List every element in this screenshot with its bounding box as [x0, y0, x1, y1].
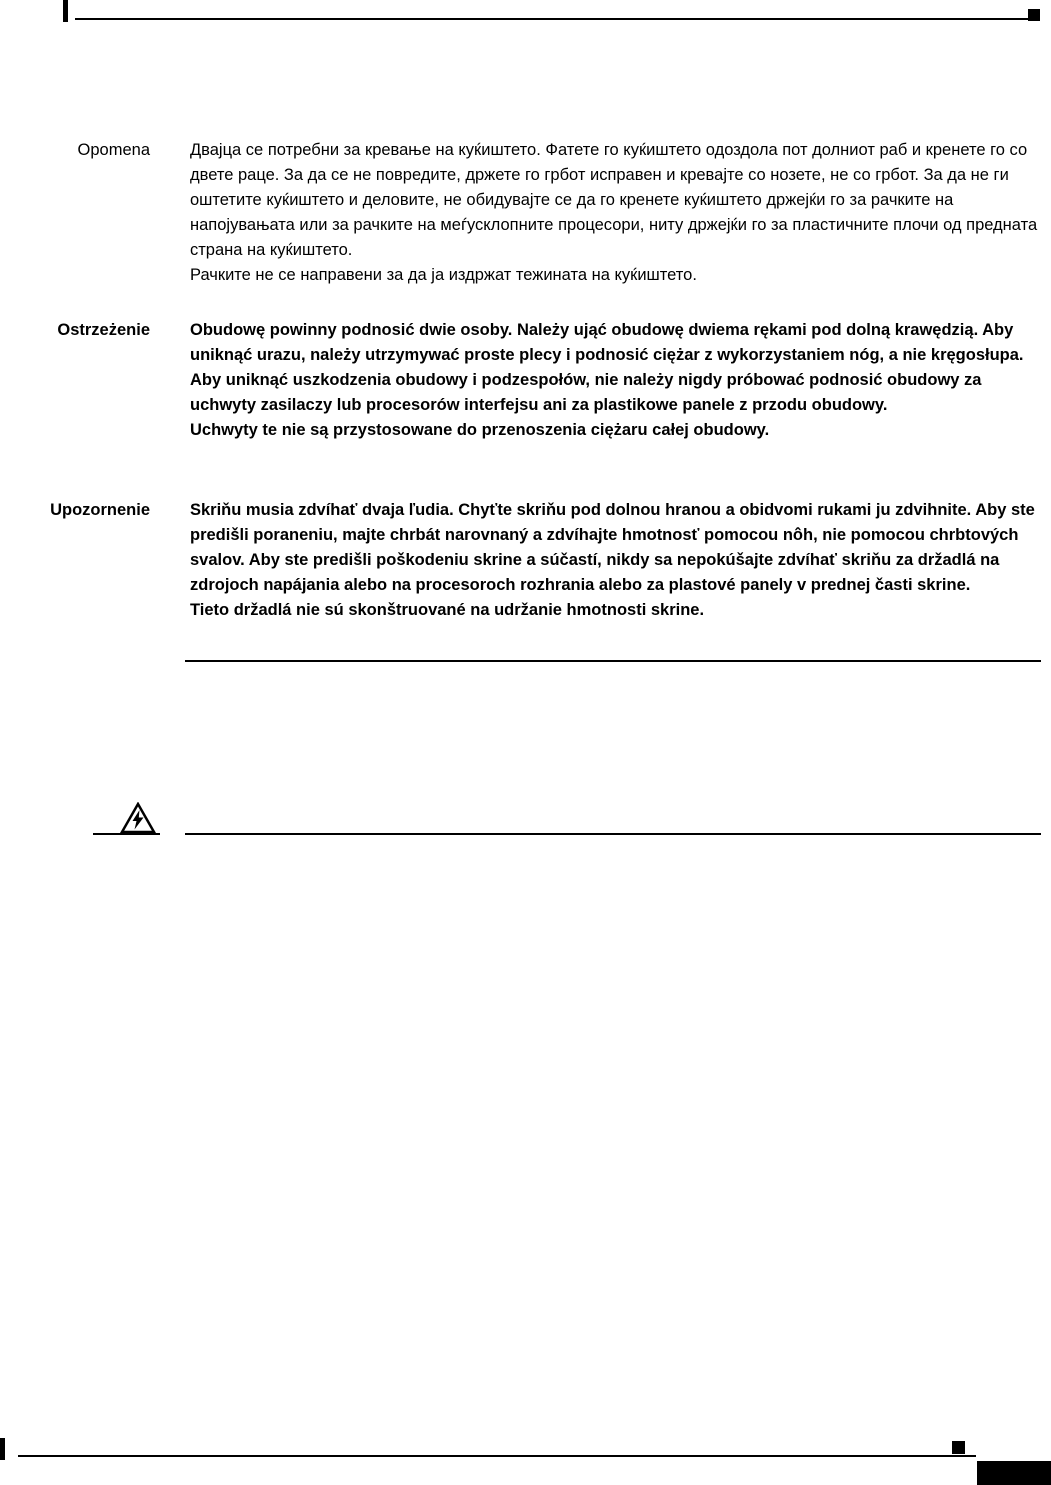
- warning-note: Tieto držadlá nie sú skonštruované na udržanie hmotnosti skrine.: [190, 601, 705, 619]
- warning-text: [190, 138, 1043, 288]
- warning-body: Skriňu musia zdvíhať dvaja ľudia. Chyťte skriňu pod dolnou hranou a obidvomi rukami ju zdvihnite. Aby ste predišli poraneniu, majte chrbát narovnaný a zdvíhajte hmotnosť pomocou nôh, nie pomocou chrbtových svalov. Aby ste predišli poškodeniu skrine a súčastí, nikdy sa nepokúšajte zdvíhať skriňu za držadlá na zdrojoch napájania alebo na procesoroch rozhrania alebo za plastové panely v prednej časti skrine.: [190, 501, 1035, 594]
- crop-mark-bottom-left: [0, 1438, 5, 1460]
- warning-note: Uchwyty te nie są przystosowane do przenoszenia ciężaru całej obudowy.: [190, 421, 770, 439]
- warning-label: Upozornenie: [50, 501, 150, 519]
- warning-text: [190, 498, 1043, 623]
- warning-triangle-icon: [120, 802, 156, 834]
- crop-mark-top-left: [63, 0, 68, 22]
- warning-label: Opomena: [77, 141, 150, 159]
- section-end-rule: [185, 660, 1041, 662]
- warning-body: Obudowę powinny podnosić dwie osoby. Należy ująć obudowę dwiema rękami pod dolną krawędzią. Aby uniknąć urazu, należy utrzymywać proste plecy i podnosić ciężar z wykorzystaniem nóg, a nie kręgosłupa. Aby uniknąć uszkodzenia obudowy i podzespołów, nie należy nigdy próbować podnosić obudowy za uchwyty zasilaczy lub procesorów interfejsu ani za plastikowe panele z przodu obudowy.: [190, 321, 1024, 414]
- footer-square-mark: [952, 1441, 965, 1454]
- header-rule: [75, 18, 1038, 20]
- warning-label: Ostrzeżenie: [57, 321, 150, 339]
- warning-body: Двајца се потребни за кревање на куќиштето. Фатете го куќиштето одоздола пот долниот раб и кренете го со двете раце. За да се не повредите, држете го грбот исправен и кревајте со нозете, не со грбот. За да не ги оштетите куќиштето и деловите, не обидувајте се да го кренете куќиштето држејќи го за рачките на напојувањата или за рачките на меѓусклопните процесори, ниту држејќи го за пластичните плочи од предната страна на куќиштето.: [190, 141, 1038, 259]
- header-square-mark: [1028, 9, 1040, 21]
- footer-rule: [18, 1455, 976, 1457]
- warning-section-rule: [185, 833, 1041, 835]
- footer-corner-block: [977, 1461, 1051, 1485]
- warning-text: [190, 318, 1043, 443]
- warning-note: Рачките не се направени за да ја издржат тежината на куќиштето.: [190, 266, 697, 284]
- warning-symbol-rule: [93, 833, 160, 835]
